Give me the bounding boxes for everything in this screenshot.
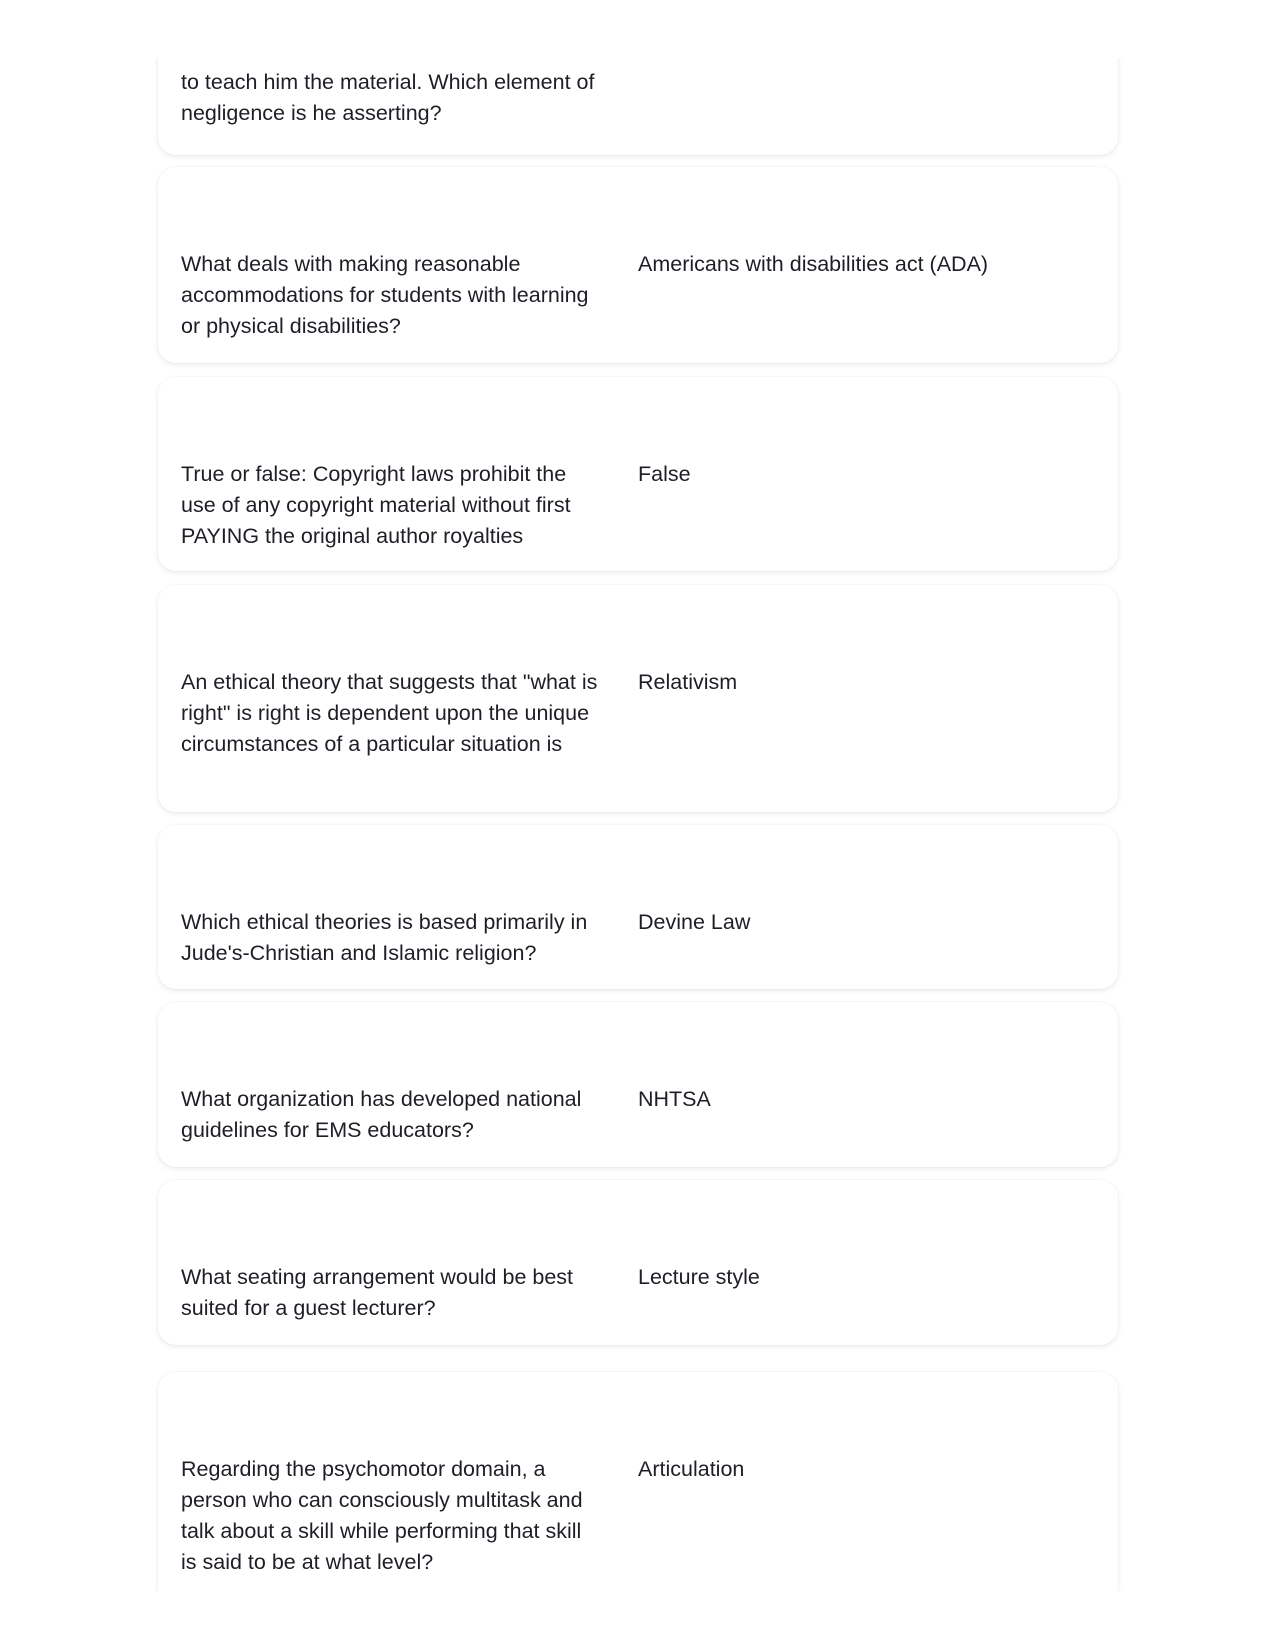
card-definition: NHTSA (638, 1087, 711, 1111)
card-term: True or false: Copyright laws prohibit the use of any copyright material without first PAYING the original author royalties (181, 462, 571, 548)
card-definition: Devine Law (638, 910, 751, 934)
flashcard (158, 58, 1118, 155)
card-definition: Lecture style (638, 1265, 760, 1289)
card-term: Which ethical theories is based primarily in Jude's-Christian and Islamic religion? (181, 910, 588, 965)
flashcard-list[interactable] (0, 58, 1275, 1591)
flashcard (158, 825, 1118, 989)
card-term: What deals with making reasonable accommodations for students with learning or physical disabilities? (181, 252, 589, 338)
card-term: What seating arrangement would be best suited for a guest lecturer? (181, 1265, 574, 1320)
card-term: Regarding the psychomotor domain, a person who can consciously multitask and talk about a skill while performing that skill is said to be at what level? (181, 1457, 583, 1574)
flashcard (158, 1372, 1118, 1591)
flashcard (158, 377, 1118, 571)
flashcard (158, 585, 1118, 812)
flashcard (158, 1180, 1118, 1345)
card-term: to teach him the material. Which element of negligence is he asserting? (181, 70, 595, 125)
card-definition: Americans with disabilities act (ADA) (638, 252, 989, 276)
card-term: An ethical theory that suggests that "what is right" is right is dependent upon the unique circumstances of a particular situation is (181, 670, 598, 756)
card-definition: False (638, 462, 691, 486)
card-term: What organization has developed national guidelines for EMS educators? (181, 1087, 582, 1142)
card-definition: Relativism (638, 670, 738, 694)
card-definition: Articulation (638, 1457, 745, 1481)
flashcard (158, 167, 1118, 363)
flashcard (158, 1002, 1118, 1167)
